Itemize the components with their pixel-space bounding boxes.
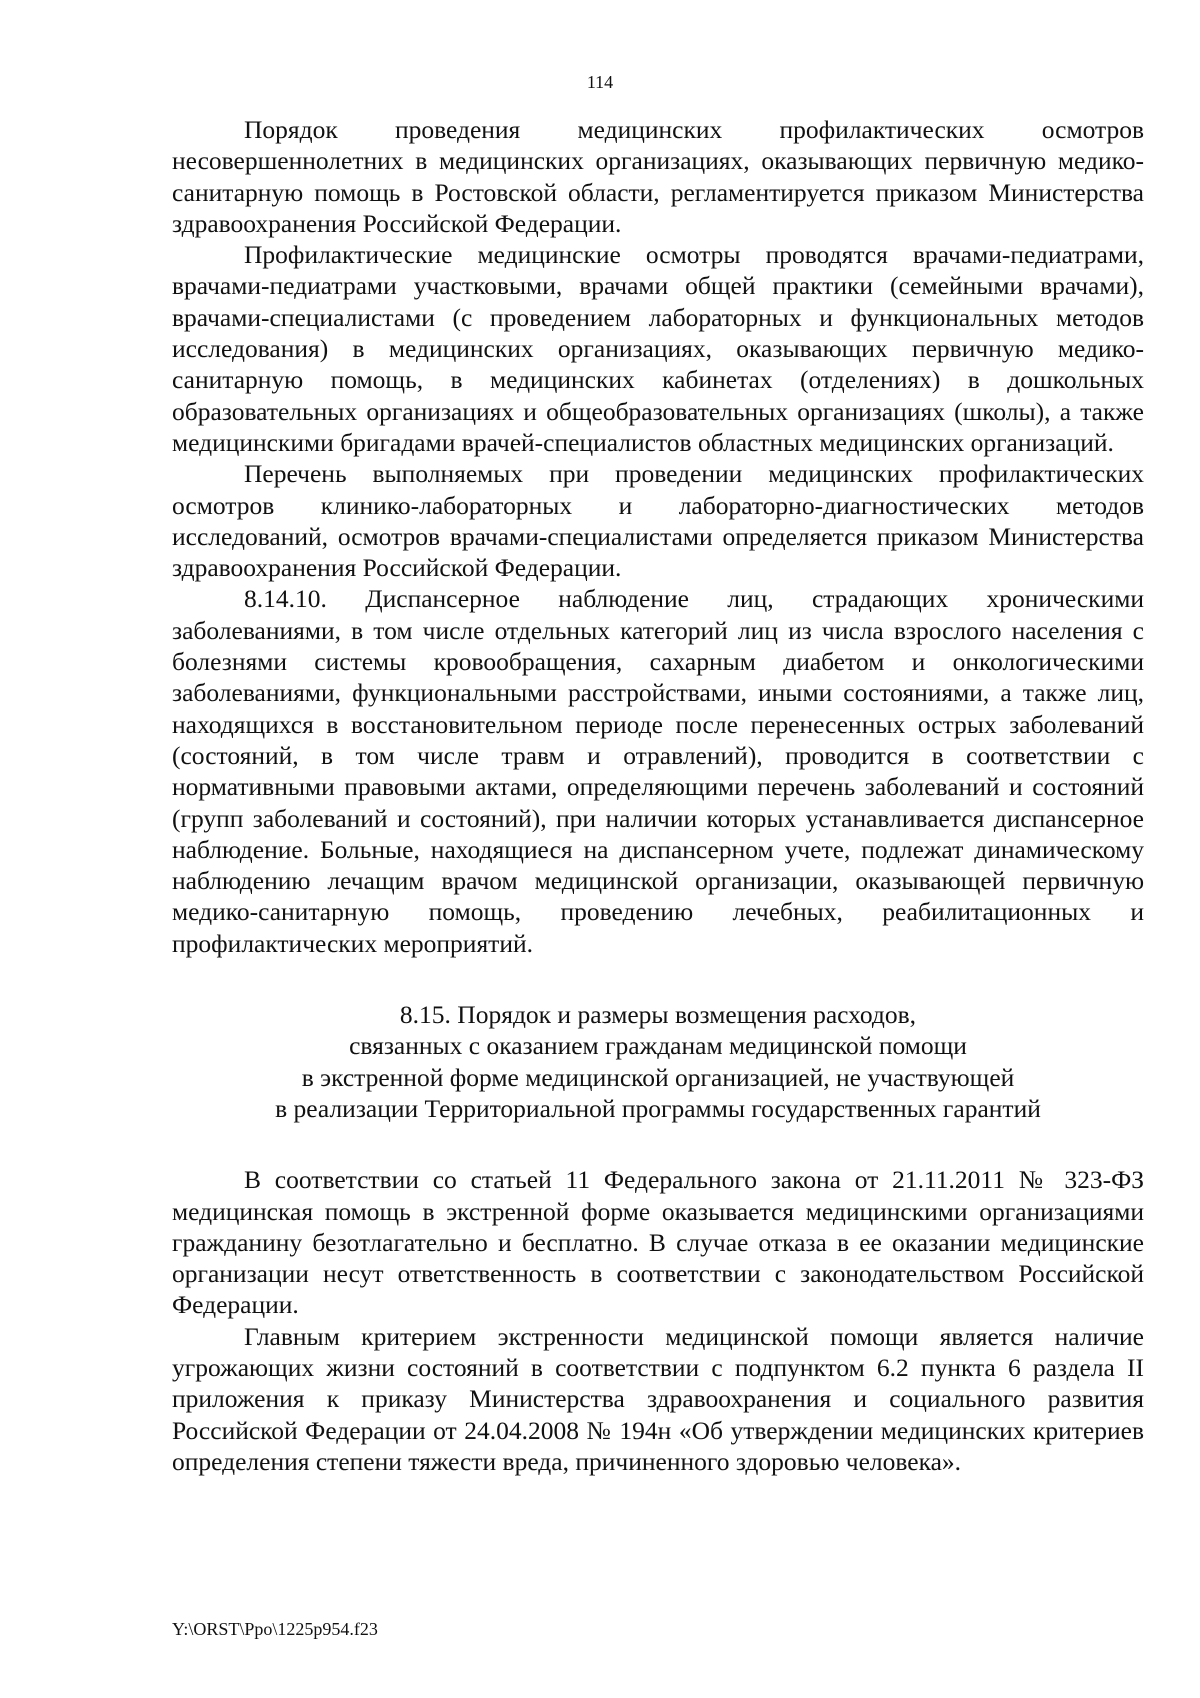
paragraph-emergency-care-law: В соответствии со статьей 11 Федерального закона от 21.11.2011 № 323-ФЗ медицинская помощь в экстренной форме оказывается медицинскими организациями гражданину безотлагательно и бесплатно. В случае отказа в ее оказании медицинские организации несут ответственность в соответствии с законодательством Российской Федерации. xyxy=(172,1165,1144,1320)
paragraph-emergency-criteria: Главным критерием экстренности медицинской помощи является наличие угрожающих жизни состояний в соответствии с подпунктом 6.2 пункта 6 раздела II приложения к приказу Министерства здравоохранения и социального развития Российской Федерации от 24.04.2008 № 194н «Об утверждении медицинских критериев определения степени тяжести вреда, причиненного здоровью человека». xyxy=(172,1321,1144,1476)
paragraph-examination-list: Перечень выполняемых при проведении медицинских профилактических осмотров клинико-лабораторных и лабораторно-диагностических методов исследований, осмотров врачами-специалистами определяется приказом Министерства здравоохранения Российской Федерации. xyxy=(172,459,1144,583)
section-heading-line: в реализации Территориальной программы государственных гарантий xyxy=(275,1093,1041,1123)
footer-file-path: Y:\ORST\Ppo\1225p954.f23 xyxy=(172,1619,378,1639)
document-body xyxy=(172,114,1144,1477)
section-heading xyxy=(172,999,1144,1124)
page-number: 114 xyxy=(586,72,614,92)
section-heading-line: в экстренной форме медицинской организацией, не участвующей xyxy=(301,1062,1015,1092)
paragraph-dispensary-observation: 8.14.10. Диспансерное наблюдение лиц, страдающих хроническими заболеваниями, в том числе отдельных категорий лиц из числа взрослого населения с болезнями системы кровообращения, сахарным диабетом и онкологическими заболеваниями, функциональными расстройствами, иными состояниями, а также лиц, находящихся в восстановительном периоде после перенесенных острых заболеваний (состояний, в том числе травм и отравлений), проводится в соответствии с нормативными правовыми актами, определяющими перечень заболеваний и состояний (групп заболеваний и состояний), при наличии которых устанавливается диспансерное наблюдение. Больные, находящиеся на диспансерном учете, подлежат динамическому наблюдению лечащим врачом медицинской организации, оказывающей первичную медико-санитарную помощь, проведению лечебных, реабилитационных и профилактических мероприятий. xyxy=(172,584,1144,958)
paragraph-medical-checkups-minors: Порядок проведения медицинских профилактических осмотров несовершеннолетних в медицинских организациях, оказывающих первичную медико-санитарную помощь в Ростовской области, регламентируется приказом Министерства здравоохранения Российской Федерации. xyxy=(172,115,1144,238)
section-heading-line: 8.15. Порядок и размеры возмещения расходов, xyxy=(399,1000,917,1030)
paragraph-checkup-doctors: Профилактические медицинские осмотры проводятся врачами-педиатрами, врачами-педиатрами участковыми, врачами общей практики (семейными врачами), врачами-специалистами (с проведением лабораторных и функциональных методов исследования) в медицинских организациях, оказывающих первичную медико-санитарную помощь, в медицинских кабинетах (отделениях) в дошкольных образовательных организациях и общеобразовательных организациях (школы), а также медицинскими бригадами врачей-специалистов областных медицинских организаций. xyxy=(172,240,1144,457)
section-heading-line: связанных с оказанием гражданам медицинской помощи xyxy=(349,1031,967,1061)
